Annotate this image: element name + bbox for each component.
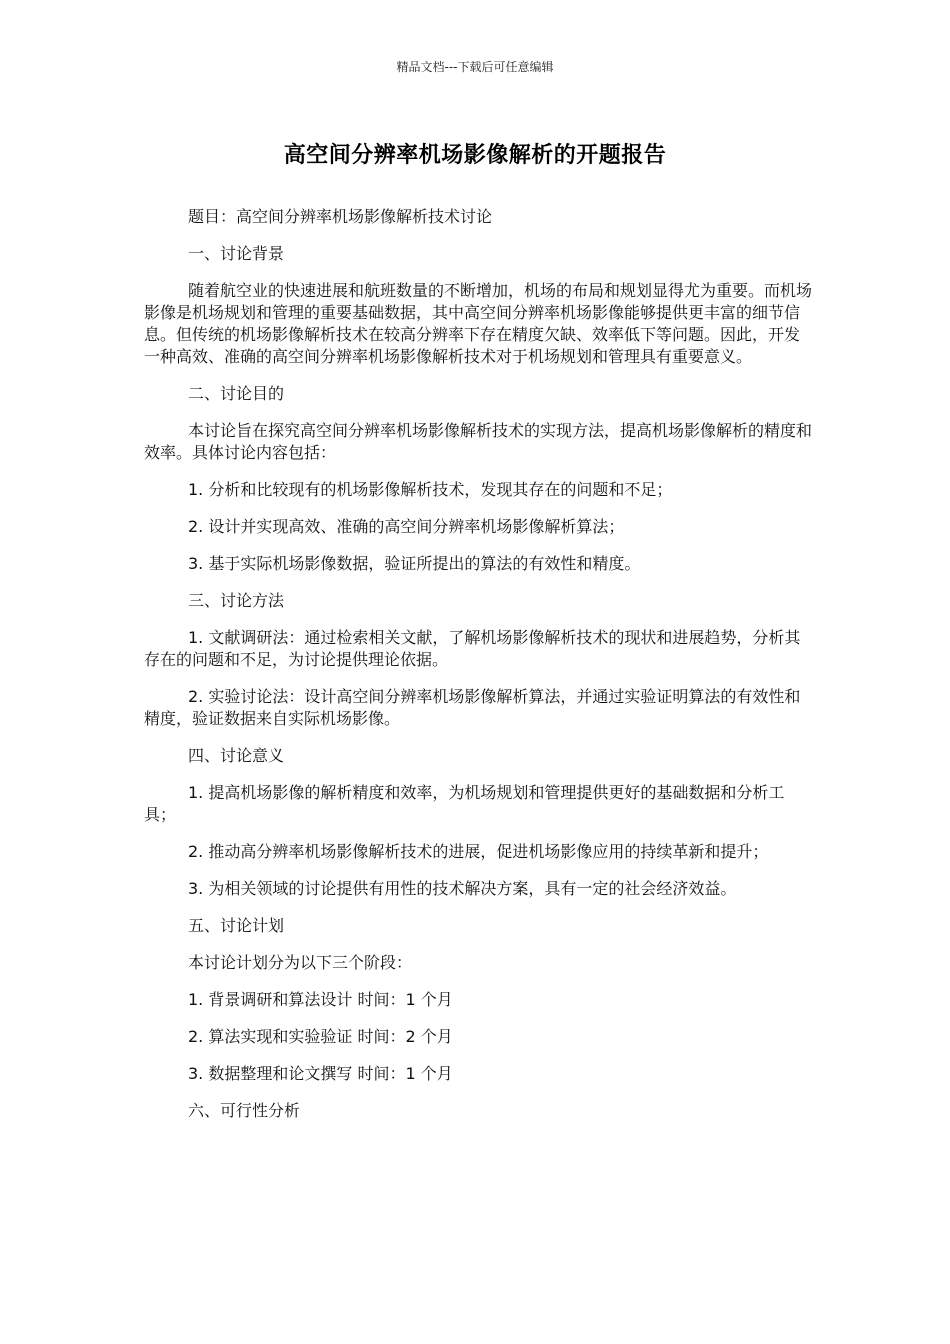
list-item: 2. 推动高分辨率机场影像解析技术的进展，促进机场影像应用的持续革新和提升； <box>188 842 769 861</box>
list-item: 3. 为相关领域的讨论提供有用性的技术解决方案，具有一定的社会经济效益。 <box>188 879 737 898</box>
list-item: 3. 数据整理和论文撰写 时间：1 个月 <box>188 1064 453 1083</box>
paragraph-purpose: 本讨论旨在探究高空间分辨率机场影像解析技术的实现方法，提高机场影像解析的精度和效率。具体讨论内容包括： <box>144 421 813 462</box>
list-item: 1. 分析和比较现有的机场影像解析技术，发现其存在的问题和不足； <box>188 480 673 499</box>
list-item: 1. 提高机场影像的解析精度和效率，为机场规划和管理提供更好的基础数据和分析工具； <box>144 783 785 824</box>
list-item: 2. 实验讨论法：设计高空间分辨率机场影像解析算法，并通过实验证明算法的有效性和精度，验证数据来自实际机场影像。 <box>144 687 801 728</box>
document-title: 高空间分辨率机场影像解析的开题报告 <box>283 143 667 168</box>
section-heading-background: 一、讨论背景 <box>188 244 285 263</box>
list-item: 1. 背景调研和算法设计 时间：1 个月 <box>188 990 453 1009</box>
list-item: 1. 文献调研法：通过检索相关文献，了解机场影像解析技术的现状和进展趋势，分析其存在的问题和不足，为讨论提供理论依据。 <box>144 628 801 669</box>
section-heading-purpose: 二、讨论目的 <box>188 384 285 403</box>
paragraph-plan: 本讨论计划分为以下三个阶段： <box>188 953 413 972</box>
list-item: 3. 基于实际机场影像数据，验证所提出的算法的有效性和精度。 <box>188 554 641 573</box>
header-note: 精品文档---下载后可任意编辑 <box>396 60 554 74</box>
topic-line: 题目：高空间分辨率机场影像解析技术讨论 <box>188 207 493 226</box>
section-heading-methods: 三、讨论方法 <box>188 591 285 610</box>
document-body <box>144 206 812 1137</box>
section-heading-plan: 五、讨论计划 <box>188 916 285 935</box>
paragraph-background: 随着航空业的快速进展和航班数量的不断增加，机场的布局和规划显得尤为重要。而机场影像是机场规划和管理的重要基础数据，其中高空间分辨率机场影像能够提供更丰富的细节信息。但传统的机场影像解析技术在较高分辨率下存在精度欠缺、效率低下等问题。因此，开发一种高效、准确的高空间分辨率机场影像解析技术对于机场规划和管理具有重要意义。 <box>144 281 813 366</box>
section-heading-significance: 四、讨论意义 <box>188 746 285 765</box>
list-item: 2. 设计并实现高效、准确的高空间分辨率机场影像解析算法； <box>188 517 625 536</box>
section-heading-feasibility: 六、可行性分析 <box>188 1101 301 1120</box>
list-item: 2. 算法实现和实验验证 时间：2 个月 <box>188 1027 453 1046</box>
